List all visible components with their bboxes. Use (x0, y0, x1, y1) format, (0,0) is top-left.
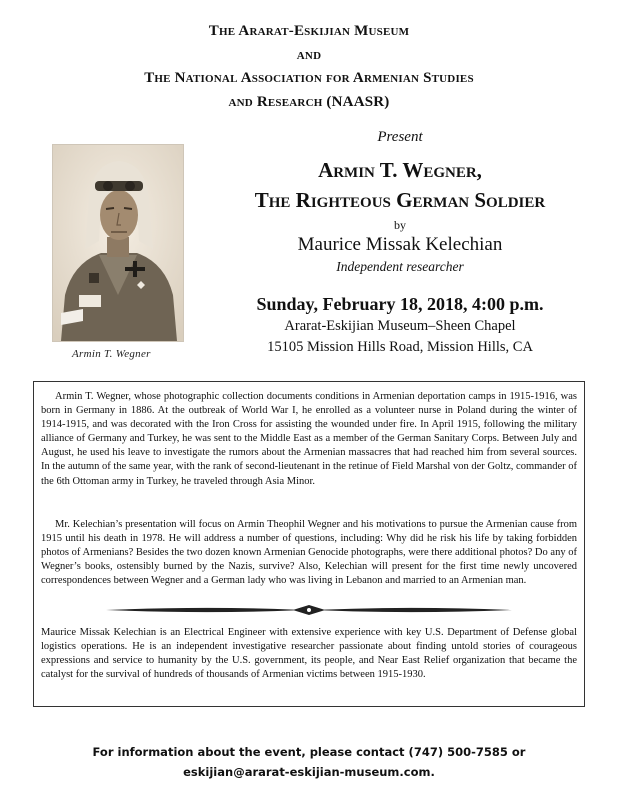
present-label: Present (377, 129, 423, 145)
description-paragraph-1: Armin T. Wegner, whose photographic collection documents conditions in Armenian deportation camps in 1915-1916, was born in Germany in 1886. At the outbreak of World War I, he enrolled as a volunteer nurse in Poland during the winter of 1914-1915, and was decorated with the Iron Cross for assisting the wounded under fire. In April 1915, following the military alliance of Germany and Turkey, he was sent to the Middle East as a member of the German Sanitary Corps. Between July and August, he used his leave to investigate the rumors about the Armenian massacres that had reached him from several sources. In the autumn of the same year, with the rank of second-lieutenant in the retinue of Field Marshal von der Goltz, commander of the 6th Ottoman army in Turkey, he traveled through Asia Minor. (41, 391, 577, 487)
speaker-name: Maurice Missak Kelechian (297, 234, 503, 255)
by-label: by (394, 218, 406, 232)
organizer-line-1: The Ararat-Eskijian Museum (208, 23, 410, 39)
speaker-role: Independent researcher (336, 259, 464, 274)
event-info (200, 128, 600, 358)
event-address: 15105 Mission Hills Road, Mission Hills, CA (267, 339, 533, 355)
organizer-line-4: and Research (NAASR) (228, 93, 390, 110)
organizer-line-2: and (296, 46, 322, 63)
ornamental-divider-icon (104, 604, 514, 616)
wegner-portrait-photo (52, 144, 184, 342)
event-title-line-2: The Righteous German Soldier (254, 188, 546, 212)
contact-footer (0, 742, 618, 782)
contact-email: eskijian@ararat-eskijian-museum.com. (183, 765, 435, 779)
organizer-line-3: The National Association for Armenian Studies (144, 70, 474, 86)
speaker-bio: Maurice Missak Kelechian is an Electrical Engineer with extensive experience with key U.S. Department of Defense global logistics operations. He is an independent investigative researcher passionate about finding untold stories of courageous expressions and service to humanity by the U.S. government, its people, and Near East Relief organization that became the catalyst for the survival of hundreds of thousands of Armenian victims between 1915-1930. (41, 627, 577, 681)
organizer-header (0, 20, 618, 114)
event-datetime: Sunday, February 18, 2018, 4:00 p.m. (256, 294, 544, 314)
contact-line-1: For information about the event, please contact (747) 500-7585 or (92, 745, 526, 759)
description-paragraph-2: Mr. Kelechian’s presentation will focus on Armin Theophil Wegner and his motivations to pursue the Armenian cause from 1915 until his death in 1978. He will address a number of questions, including: Why did he risk his life by taking forbidden photos of Armenians? Besides the two dozen known Armenian Genocide photographs, were there additional photos? Do any of Wegner’s books, ostensibly burned by the Nazis, survive? Also, Kelechian will present for the first time newly uncovered correspondences between Wegner and a German lady who was living in Lebanon and married to an Armenian man. (41, 519, 577, 587)
portrait-image (53, 145, 183, 341)
event-venue: Ararat-Eskijian Museum–Sheen Chapel (284, 318, 516, 334)
event-title-line-1: Armin T. Wegner, (318, 158, 482, 182)
description-box (33, 381, 585, 707)
wegner-signature: Armin T. Wegner (72, 348, 151, 360)
